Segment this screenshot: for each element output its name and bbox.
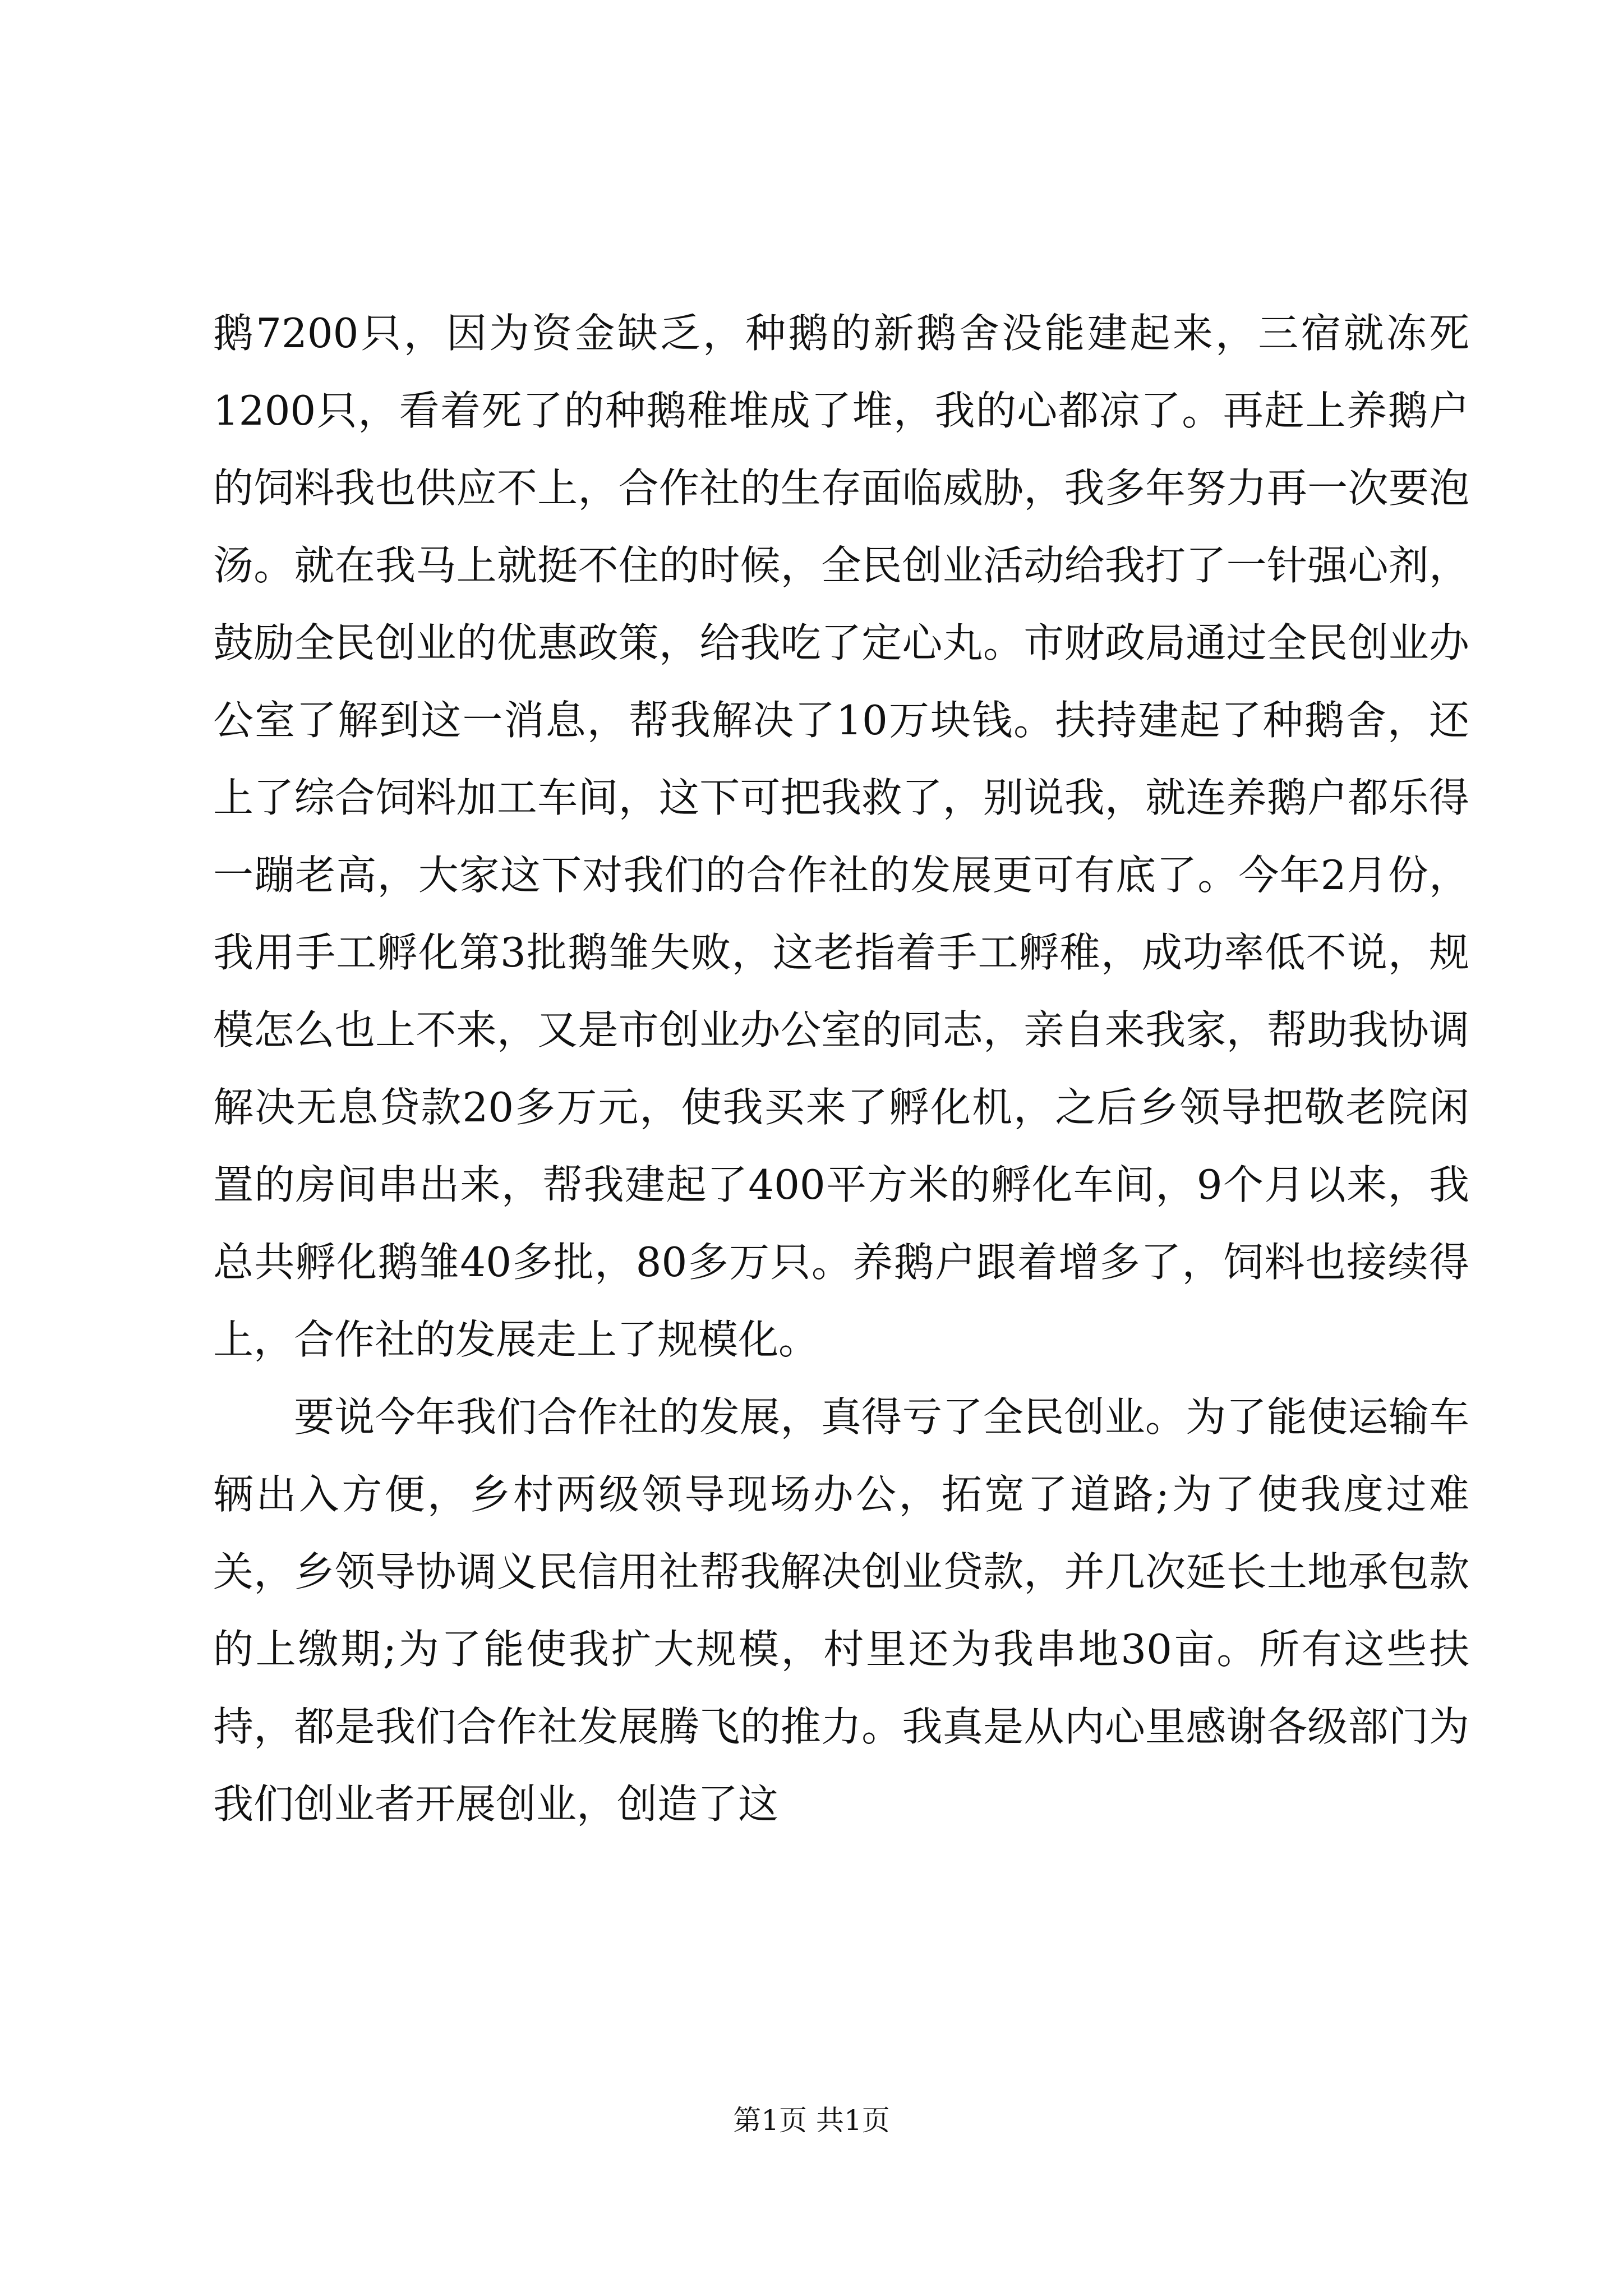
document-body xyxy=(213,295,1469,1843)
paragraph: 要说今年我们合作社的发展，真得亏了全民创业。为了能使运输车辆出入方便，乡村两级领导现场办公，拓宽了道路;为了使我度过难关，乡领导协调义民信用社帮我解决创业贷款，并几次延长土地承包款的上缴期;为了能使我扩大规模，村里还为我串地30亩。所有这些扶持，都是我们合作社发展腾飞的推力。我真是从内心里感谢各级部门为我们创业者开展创业，创造了这 xyxy=(213,1393,1469,1828)
page-footer: 第1页 共1页 xyxy=(733,2104,890,2137)
paragraph-continuation: 鹅7200只，因为资金缺乏，种鹅的新鹅舍没能建起来，三宿就冻死1200只，看着死了的种鹅稚堆成了堆，我的心都凉了。再赶上养鹅户的饲料我也供应不上，合作社的生存面临威胁，我多年努力再一次要泡汤。就在我马上就挺不住的时候，全民创业活动给我打了一针强心剂，鼓励全民创业的优惠政策，给我吃了定心丸。市财政局通过全民创业办公室了解到这一消息，帮我解决了10万块钱。扶持建起了种鹅舍，还上了综合饲料加工车间，这下可把我救了，别说我，就连养鹅户都乐得一蹦老高，大家这下对我们的合作社的发展更可有底了。今年2月份，我用手工孵化第3批鹅雏失败，这老指着手工孵稚，成功率低不说，规模怎么也上不来，又是市创业办公室的同志，亲自来我家，帮助我协调解决无息贷款20多万元，使我买来了孵化机，之后乡领导把敬老院闲置的房间串出来，帮我建起了400平方米的孵化车间，9个月以来，我总共孵化鹅雏40多批，80多万只。养鹅户跟着增多了，饲料也接续得上，合作社的发展走上了规模化。 xyxy=(213,310,1469,1363)
